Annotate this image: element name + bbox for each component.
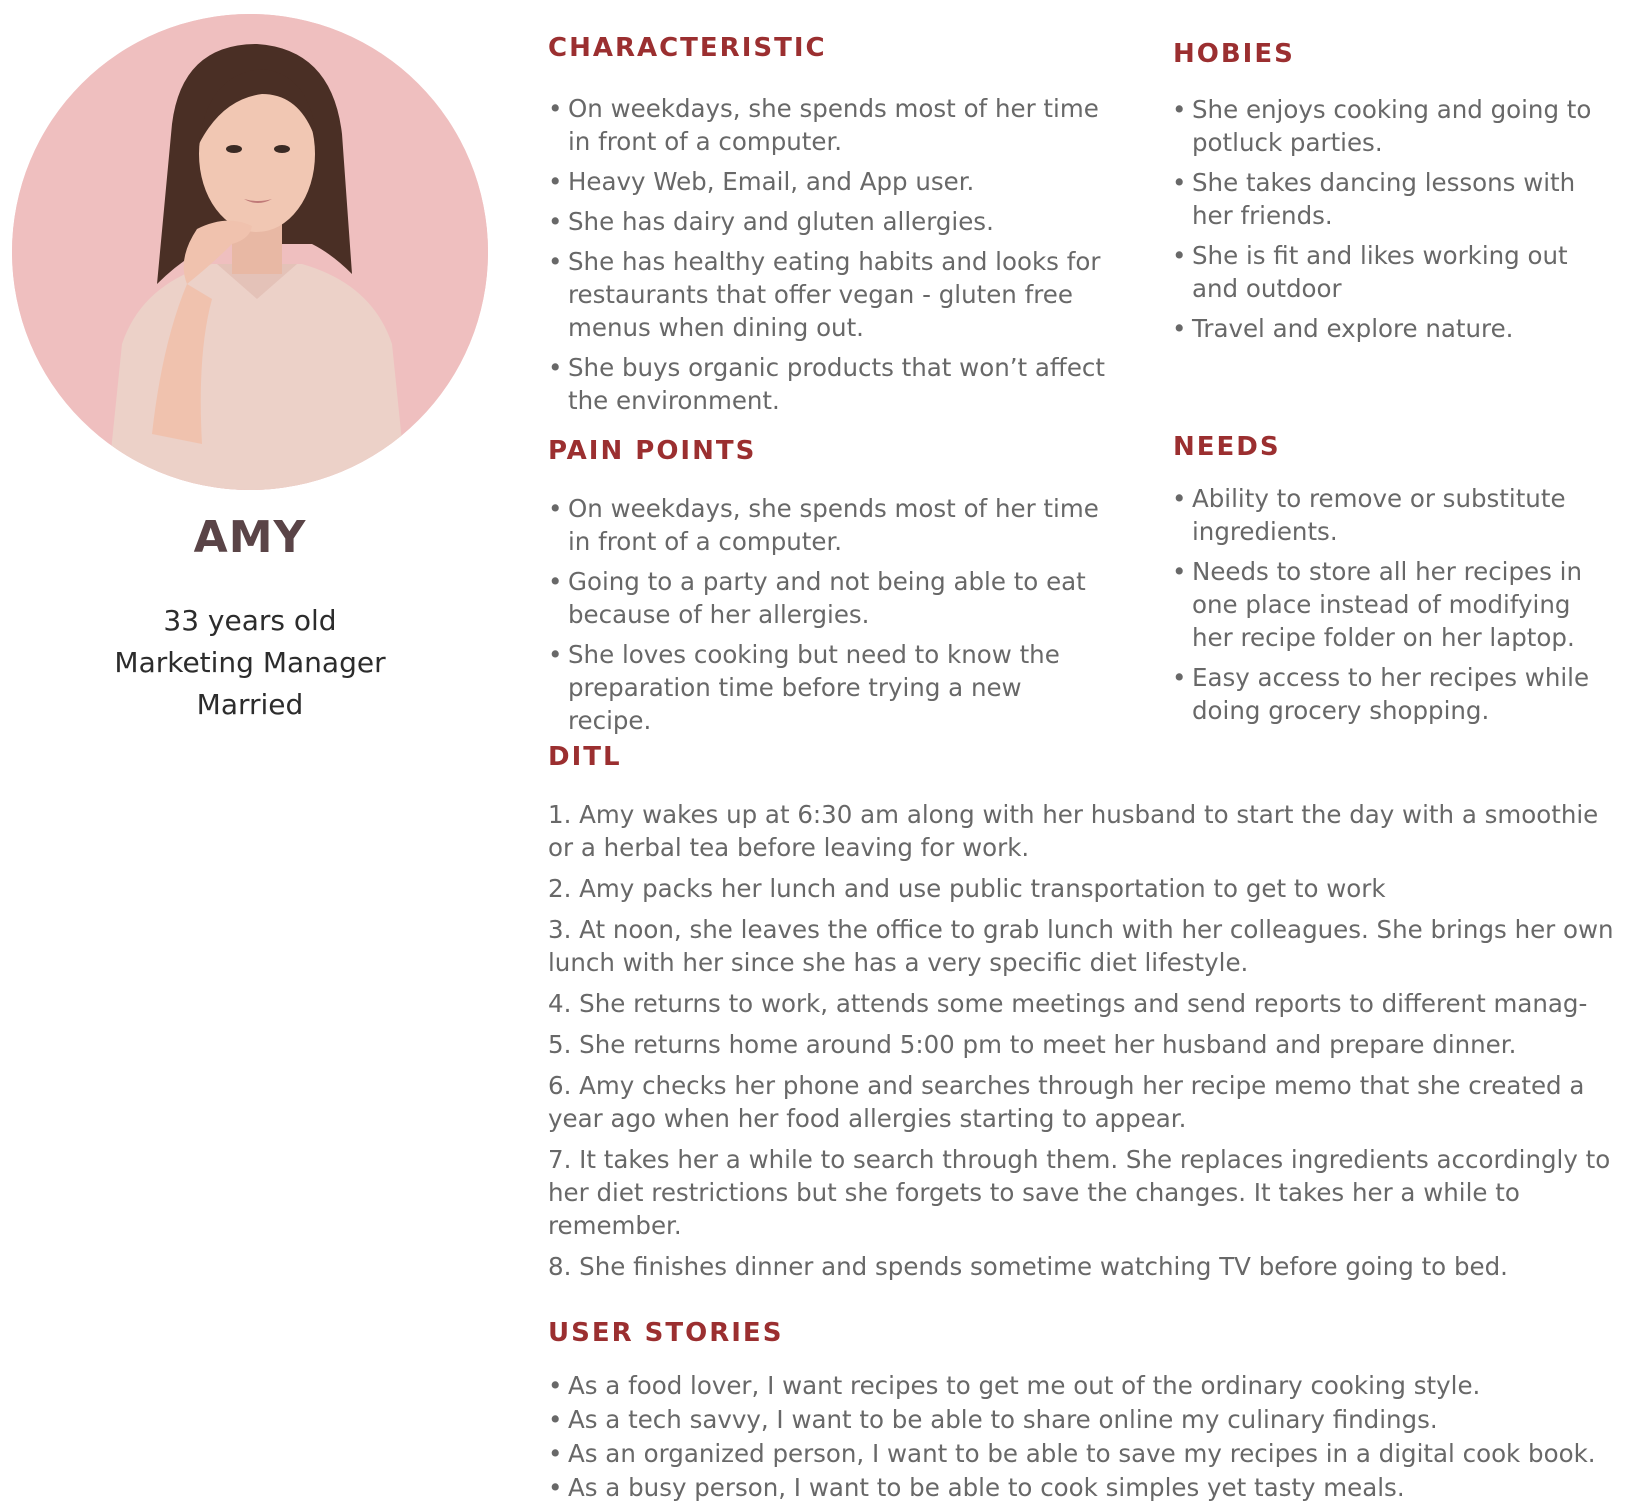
ditl-item: 3. At noon, she leaves the office to grab lunch with her colleagues. She brings her own lunch with her since she has a very specific diet lifestyle. bbox=[548, 915, 1614, 977]
ditl-heading: DITL bbox=[548, 742, 622, 772]
list-item: • Going to a party and not being able to eat because of her allergies. bbox=[548, 565, 1108, 631]
persona-details bbox=[60, 600, 440, 726]
ditl-item: 7. It takes her a while to search through them. She replaces ingredients accordingly to her diet restrictions but she forgets to save the changes. It takes her a while to remember. bbox=[548, 1145, 1611, 1240]
ditl-section bbox=[548, 798, 1618, 1291]
characteristic-heading: CHARACTERISTIC bbox=[548, 33, 827, 63]
user-stories-section bbox=[548, 1369, 1618, 1505]
ditl-item: 4. She returns to work, attends some meetings and send reports to different manag- bbox=[548, 989, 1588, 1018]
list-item: • She takes dancing lessons with her friends. bbox=[1172, 166, 1612, 232]
characteristic-section bbox=[548, 92, 1108, 424]
list-item: • On weekdays, she spends most of her time in front of a computer. bbox=[548, 92, 1108, 158]
list-item: • She loves cooking but need to know the preparation time before trying a new recipe. bbox=[548, 638, 1108, 737]
persona-photo-illustration bbox=[12, 14, 488, 490]
list-item: • Ability to remove or substitute ingredients. bbox=[1172, 482, 1612, 548]
persona-age: 33 years old bbox=[163, 604, 337, 637]
needs-section bbox=[1172, 482, 1612, 734]
ditl-item: 5. She returns home around 5:00 pm to meet her husband and prepare dinner. bbox=[548, 1030, 1517, 1059]
list-item: • She has dairy and gluten allergies. bbox=[548, 205, 1108, 238]
needs-heading: NEEDS bbox=[1173, 432, 1281, 462]
persona-marital-status: Married bbox=[196, 688, 304, 721]
list-item: • She buys organic products that won’t affect the environment. bbox=[548, 351, 1108, 417]
persona-name: AMY bbox=[193, 512, 307, 563]
list-item: • She is fit and likes working out and outdoor bbox=[1172, 239, 1612, 305]
ditl-item: 6. Amy checks her phone and searches through her recipe memo that she created a year ago when her food allergies starting to appear. bbox=[548, 1071, 1585, 1133]
list-item: • She enjoys cooking and going to potluck parties. bbox=[1172, 93, 1612, 159]
ditl-item: 8. She finishes dinner and spends sometime watching TV before going to bed. bbox=[548, 1252, 1508, 1281]
user-stories-heading: USER STORIES bbox=[548, 1318, 784, 1348]
hobbies-section bbox=[1172, 93, 1612, 352]
ditl-item: 2. Amy packs her lunch and use public transportation to get to work bbox=[548, 874, 1386, 903]
pain-points-heading: PAIN POINTS bbox=[548, 436, 757, 466]
pain-points-section bbox=[548, 492, 1108, 744]
list-item: • As an organized person, I want to be able to save my recipes in a digital cook book. bbox=[548, 1437, 1618, 1470]
list-item: • Needs to store all her recipes in one place instead of modifying her recipe folder on her laptop. bbox=[1172, 555, 1612, 654]
list-item: • Easy access to her recipes while doing grocery shopping. bbox=[1172, 661, 1612, 727]
persona-photo bbox=[12, 14, 488, 490]
ditl-item: 1. Amy wakes up at 6:30 am along with her husband to start the day with a smoothie or a herbal tea before leaving for work. bbox=[548, 800, 1599, 862]
list-item: • As a food lover, I want recipes to get me out of the ordinary cooking style. bbox=[548, 1369, 1618, 1402]
list-item: • As a busy person, I want to be able to cook simples yet tasty meals. bbox=[548, 1471, 1618, 1504]
persona-occupation: Marketing Manager bbox=[114, 646, 386, 679]
list-item: • On weekdays, she spends most of her time in front of a computer. bbox=[548, 492, 1108, 558]
list-item: • She has healthy eating habits and looks for restaurants that offer vegan - gluten free menus when dining out. bbox=[548, 245, 1108, 344]
list-item: • Heavy Web, Email, and App user. bbox=[548, 165, 1108, 198]
list-item: • Travel and explore nature. bbox=[1172, 312, 1612, 345]
list-item: • As a tech savvy, I want to be able to share online my culinary findings. bbox=[548, 1403, 1618, 1436]
hobbies-heading: HOBIES bbox=[1173, 39, 1295, 69]
